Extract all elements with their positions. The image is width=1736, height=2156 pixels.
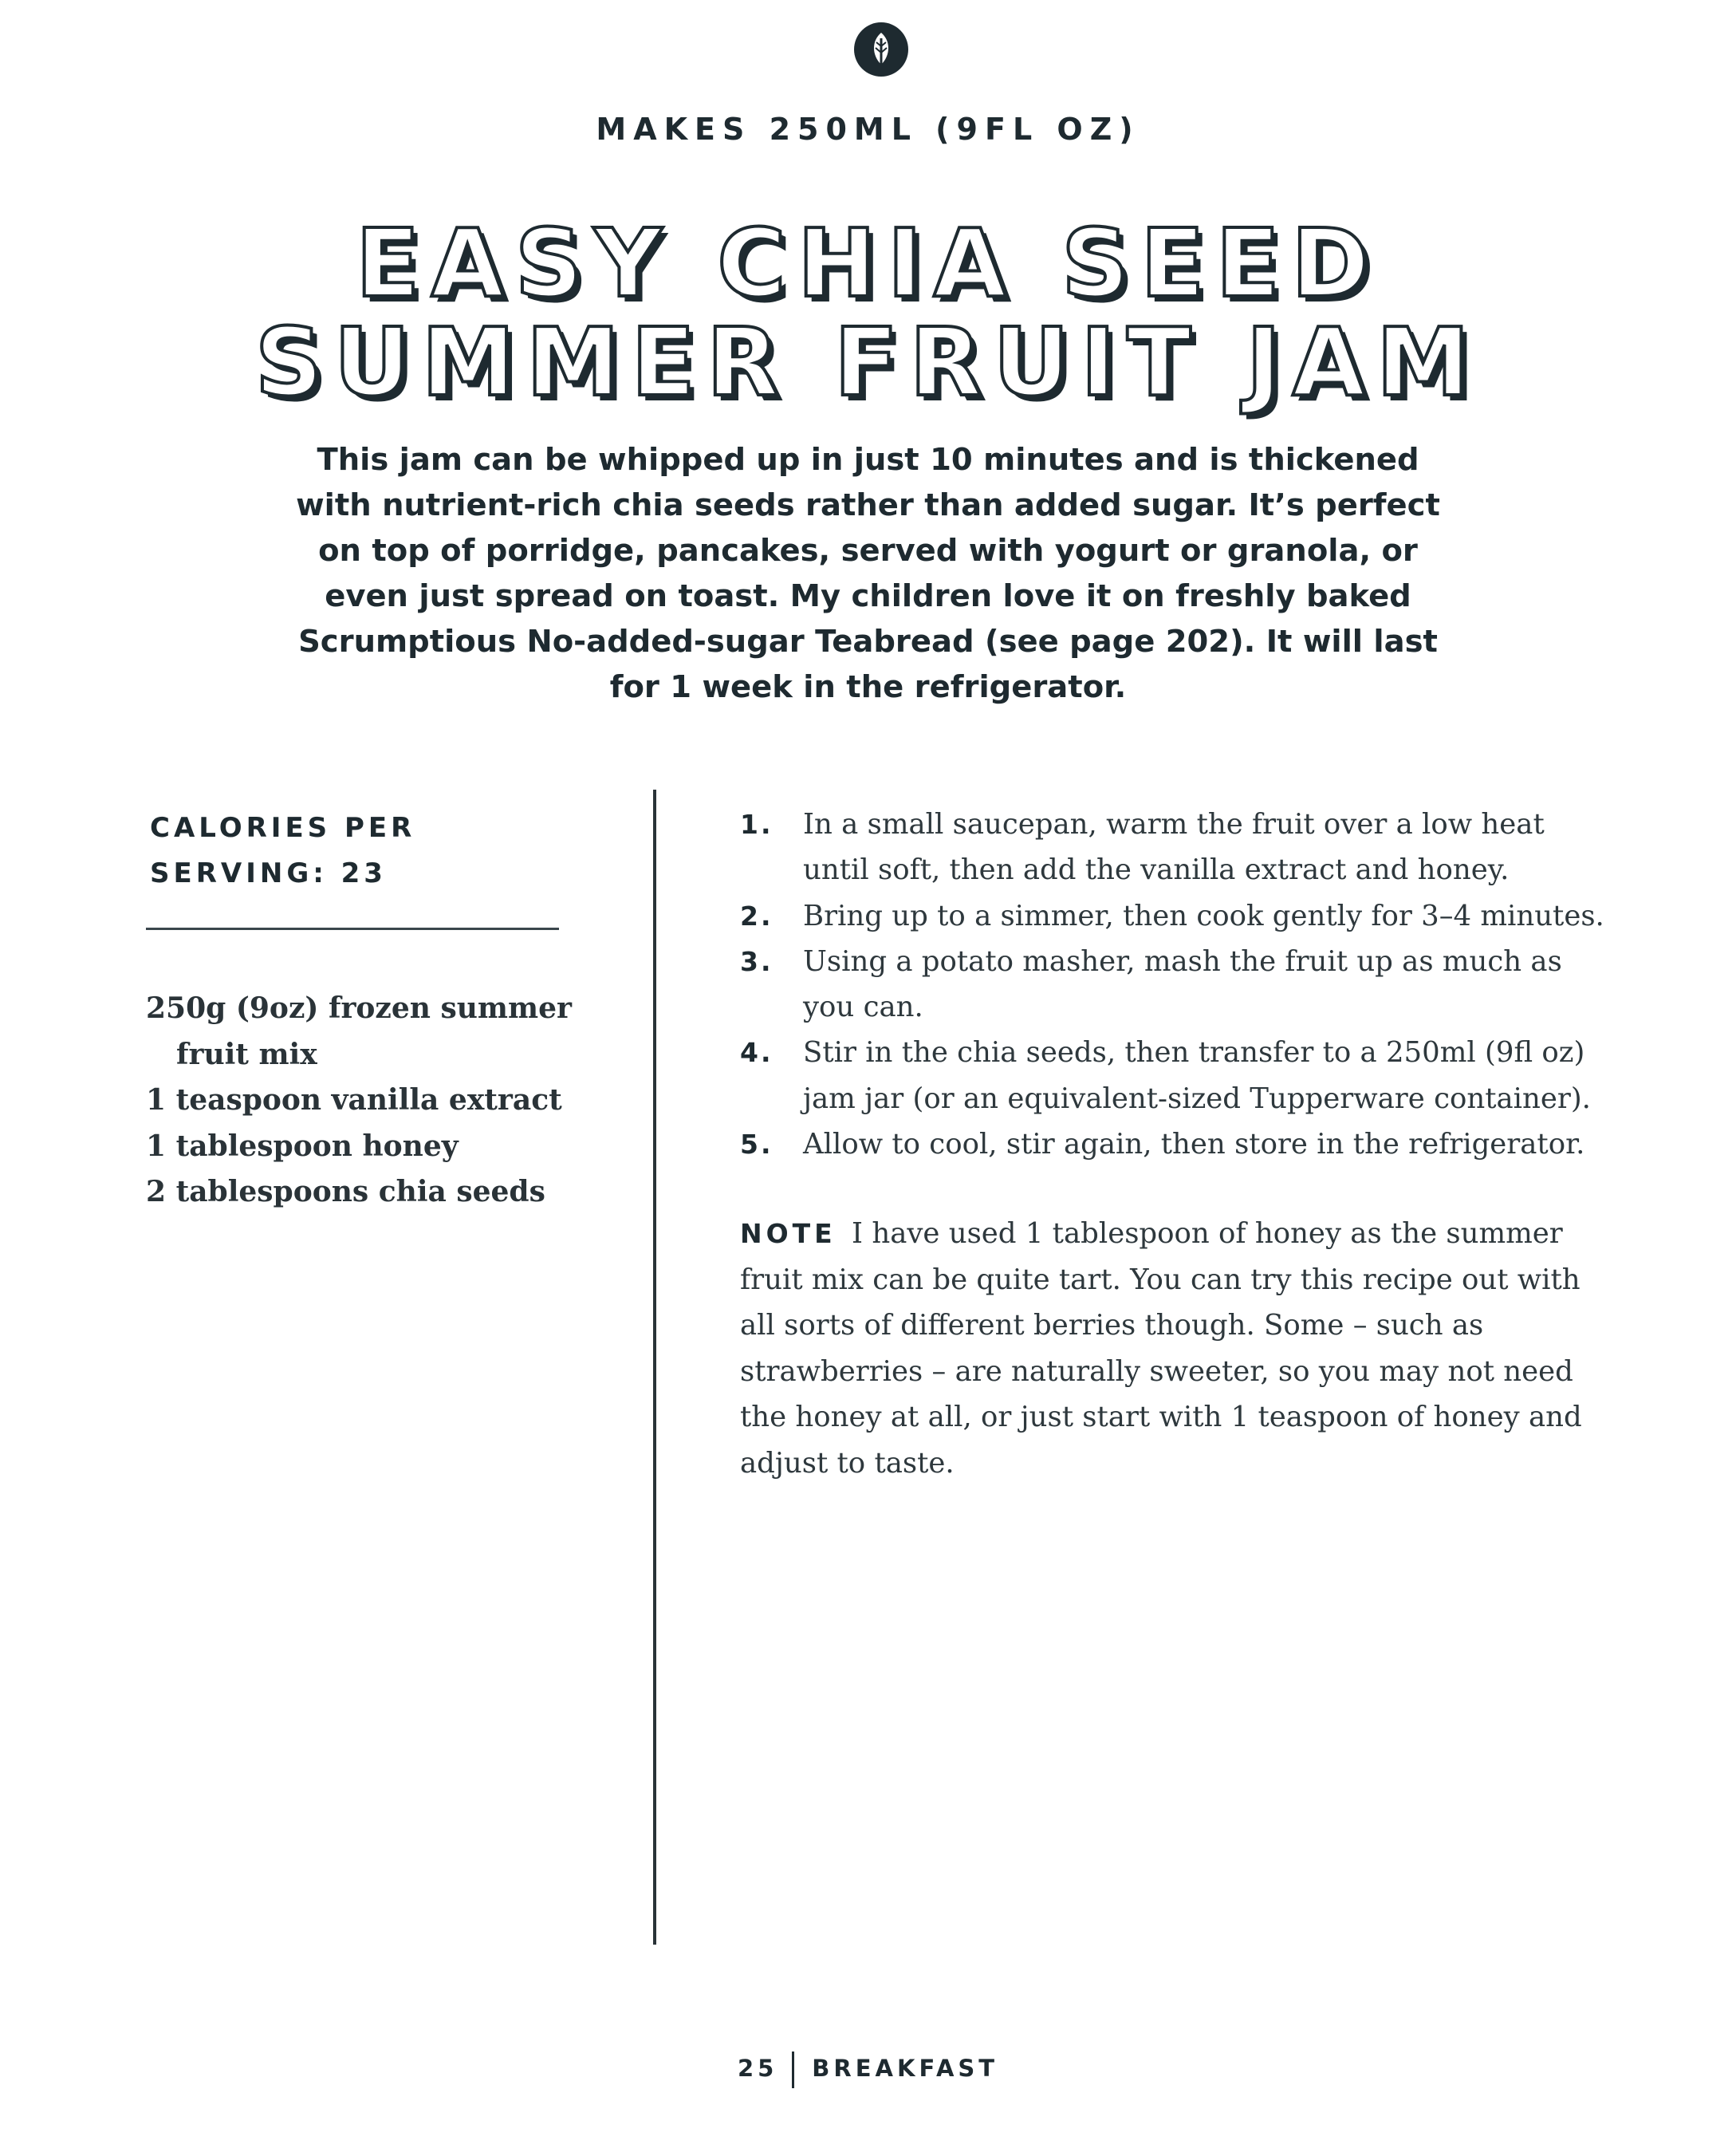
step-number: 5.	[740, 1129, 774, 1161]
section-name: BREAKFAST	[812, 2055, 999, 2082]
footer-separator	[792, 2052, 794, 2088]
step-number: 2.	[740, 900, 774, 932]
page-footer	[0, 2052, 1736, 2088]
step-text: Allow to cool, stir again, then store in the refrigerator.	[803, 1128, 1585, 1161]
step-text: Stir in the chia seeds, then transfer to a 250ml (9fl oz) jam jar (or an equivalent-sized Tupperware container).	[803, 1036, 1591, 1115]
step-text: Using a potato masher, mash the fruit up as much as you can.	[803, 944, 1562, 1024]
step-item	[740, 802, 1617, 893]
intro-paragraph: This jam can be whipped up in just 10 minutes and is thickened with nutrient-rich chia seeds rather than added sugar. It’s perfect on top of porridge, pancakes, served with yogurt or granola, or even just spread on toast. My children love it on freshly baked Scrumptious No-added-sugar Teabread (see page 202). It will last for 1 week in the refrigerator.	[296, 442, 1440, 705]
step-item	[740, 893, 1617, 939]
step-number: 3.	[740, 945, 774, 977]
recipe-note	[740, 1211, 1609, 1486]
ingredients-list	[146, 986, 592, 1216]
step-item	[740, 1121, 1617, 1167]
calories-heading	[150, 806, 415, 897]
ingredient-item: 250g (9oz) frozen summer fruit mix	[146, 991, 572, 1071]
ingredient-item: 1 teaspoon vanilla extract	[146, 1083, 562, 1117]
yield-text: MAKES 250ML (9FL OZ)	[596, 112, 1140, 147]
leaf-icon	[854, 22, 908, 77]
calories-line-2: SERVING: 23	[150, 857, 387, 889]
title-line-2: SUMMER FRUIT JAM	[254, 307, 1482, 417]
column-divider	[653, 790, 656, 1945]
ingredient-item: 1 tablespoon honey	[146, 1129, 459, 1163]
step-number: 1.	[740, 809, 774, 840]
calories-divider	[146, 928, 559, 930]
step-text: In a small saucepan, warm the fruit over a low heat until soft, then add the vanilla extract and honey.	[803, 808, 1545, 887]
method-steps	[740, 802, 1617, 1167]
calories-line-1: CALORIES PER	[150, 812, 416, 844]
note-label: NOTE	[740, 1218, 837, 1249]
title-line-1: EASY CHIA SEED	[355, 208, 1381, 318]
ingredient-item: 2 tablespoons chia seeds	[146, 1175, 545, 1208]
page-number: 25	[737, 2055, 778, 2082]
step-item	[740, 939, 1617, 1031]
note-text: I have used 1 tablespoon of honey as the summer fruit mix can be quite tart. You can try this recipe out with all sorts of different berries though. Some – such as strawberries – are naturally sweeter, so you may not need the honey at all, or just start with 1 teaspoon of honey and adjust to taste.	[740, 1217, 1582, 1480]
step-text: Bring up to a simmer, then cook gently for 3–4 minutes.	[803, 899, 1604, 932]
step-item	[740, 1030, 1617, 1121]
recipe-title	[0, 208, 1736, 417]
step-number: 4.	[740, 1037, 774, 1069]
